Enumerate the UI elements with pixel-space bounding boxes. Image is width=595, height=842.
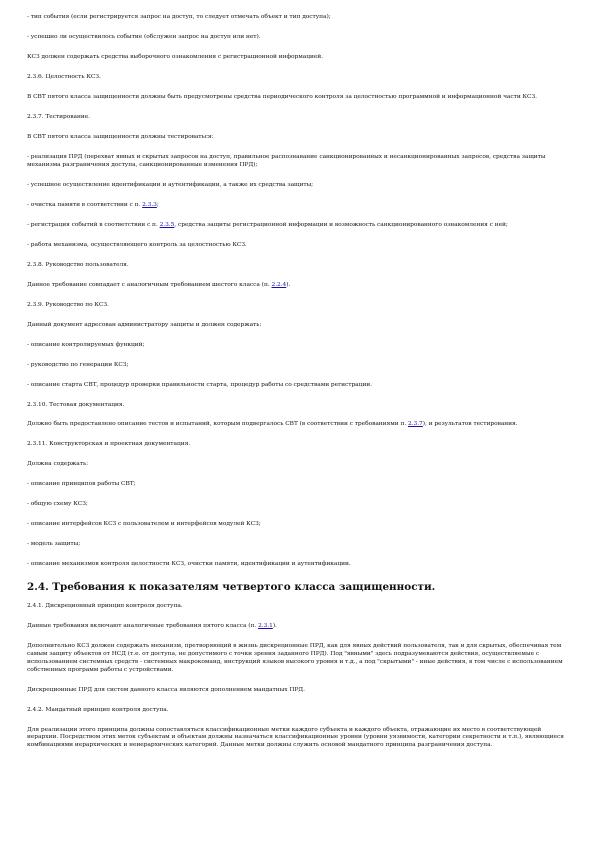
list-item: - общую схему КСЗ;: [27, 501, 88, 508]
list-item: - описание контролируемых функций;: [27, 341, 145, 348]
paragraph: КСЗ должен содержать средства выборочного ознакомления с регистрационной информацией.: [27, 53, 323, 60]
list-item: - руководство по генерации КСЗ;: [27, 361, 129, 368]
list-item: [27, 222, 569, 230]
section-title: 2.4.1. Дискреционный принцип контроля доступа.: [27, 603, 183, 610]
section-link[interactable]: 2.3.7: [407, 421, 423, 428]
paragraph: Дискреционные ПРД для систем данного класса являются дополнением мандатных ПРД.: [27, 686, 305, 693]
section-link[interactable]: 2.2.4: [271, 281, 287, 288]
text-segment: ;: [156, 201, 159, 208]
section-title: 2.3.9. Руководство по КСЗ.: [27, 301, 109, 308]
paragraph: В СВТ пятого класса защищенности должны тестироваться:: [27, 133, 214, 140]
section-link[interactable]: 2.3.5: [159, 221, 175, 228]
text-segment: Данное требование совпадает с аналогичным требованием шестого класса (п.: [27, 281, 272, 288]
section-link[interactable]: 2.3.1: [258, 623, 273, 630]
section-title: 2.3.7. Тестирование.: [27, 113, 90, 120]
list-item: - работа механизма, осуществляющего контроль за целостностью КСЗ.: [27, 241, 247, 248]
paragraph: Должна содержать:: [27, 461, 89, 468]
document-page: [27, 14, 569, 760]
text-segment: ), и результатов тестирования.: [422, 421, 518, 428]
text-segment: Должно быть предоставлено описание тестов и испытаний, которым подвергалось СВТ (в соответствии с требованиями п.: [27, 421, 408, 428]
list-item: - описание интерфейсов КСЗ с пользователем и интерфейсов модулей КСЗ;: [27, 521, 261, 528]
list-item: - модель защиты;: [27, 541, 81, 548]
text-segment: Данные требования включают аналогичные требования пятого класса (п.: [27, 623, 259, 630]
list-item: - описание механизмов контроля целостности КСЗ, очистки памяти, идентификации и аутентификации.: [27, 561, 351, 568]
section-title: 2.3.8. Руководство пользователя.: [27, 261, 129, 268]
paragraph: Для реализации этого принципа должны сопоставляться классификационные метки каждого субъекта и каждого объекта, отражающие их место в соответствующей иерархии. Посредством этих меток субъектам и объектам должны назначаться классификационные уровни (уровни уязвимости, категории секретности и т.п.), являющиеся комбинациями иерархических и неиерархических категорий. Данные метки должны служить основой мандатного принципа разграничения доступа.: [27, 726, 564, 749]
paragraph: - успешно ли осуществилось событие (обслужен запрос на доступ или нет).: [27, 33, 261, 40]
section-title: 2.3.6. Целостность КСЗ.: [27, 73, 101, 80]
section-link[interactable]: 2.3.3: [142, 201, 157, 208]
list-item: - описание принципов работы СВТ;: [27, 481, 136, 488]
text-segment: - очистка памяти в соответствии с п.: [27, 201, 143, 208]
paragraph: Дополнительно КСЗ должен содержать механизм, претворяющий в жизнь дискреционные ПРД, как для явных действий пользователя, так и для скрытых, обеспечивая тем самым защиту объектов от НСД (т.е. от доступа, не допустимого с точки зрения заданного ПРД). Под "явными" здесь подразумеваются действия, осуществляемые с использованием системных средств - системных макрокоманд, инструкций языков высокого уровня и т.д., а под "скрытыми" - иные действия, в том числе с использованием собственных программ работы с устройствами.: [27, 643, 563, 673]
text-segment: ).: [286, 281, 291, 288]
paragraph: Данный документ адресован администратору защиты и должен содержать:: [27, 321, 262, 328]
list-item: [27, 202, 569, 210]
text-segment: - регистрация событий в соответствии с п.: [27, 221, 160, 228]
list-item: - описание старта СВТ, процедур проверки правильности старта, процедур работы со средствами регистрации.: [27, 381, 372, 388]
section-title: 2.3.11. Конструкторская и проектная документация.: [27, 441, 191, 448]
section-title: 2.3.10. Тестовая документация.: [27, 401, 125, 408]
paragraph: [27, 282, 569, 290]
paragraph: [27, 421, 569, 429]
paragraph: - тип события (если регистрируется запрос на доступ, то следует отмечать объект и тип доступа);: [27, 14, 331, 20]
section-heading: 2.4. Требования к показателям четвертого класса защищенности.: [27, 581, 436, 594]
paragraph: [27, 623, 569, 631]
text-segment: ).: [272, 623, 277, 630]
list-item: - реализация ПРД (перехват явных и скрытых запросов на доступ, правильное распознавание санкционированных и несанкционированных запросов, средства защиты механизма разграничения доступа, санкционированные изменения ПРД);: [27, 153, 546, 168]
text-segment: , средства защиты регистрационной информации и возможность санкционированного ознакомления с ней;: [174, 221, 508, 228]
list-item: - успешное осуществление идентификации и аутентификации, а также их средства защиты;: [27, 181, 314, 188]
section-title: 2.4.2. Мандатный принцип контроля доступа.: [27, 706, 169, 713]
paragraph: В СВТ пятого класса защищенности должны быть предусмотрены средства периодического контроля за целостностью программной и информационной части КСЗ.: [27, 93, 537, 100]
